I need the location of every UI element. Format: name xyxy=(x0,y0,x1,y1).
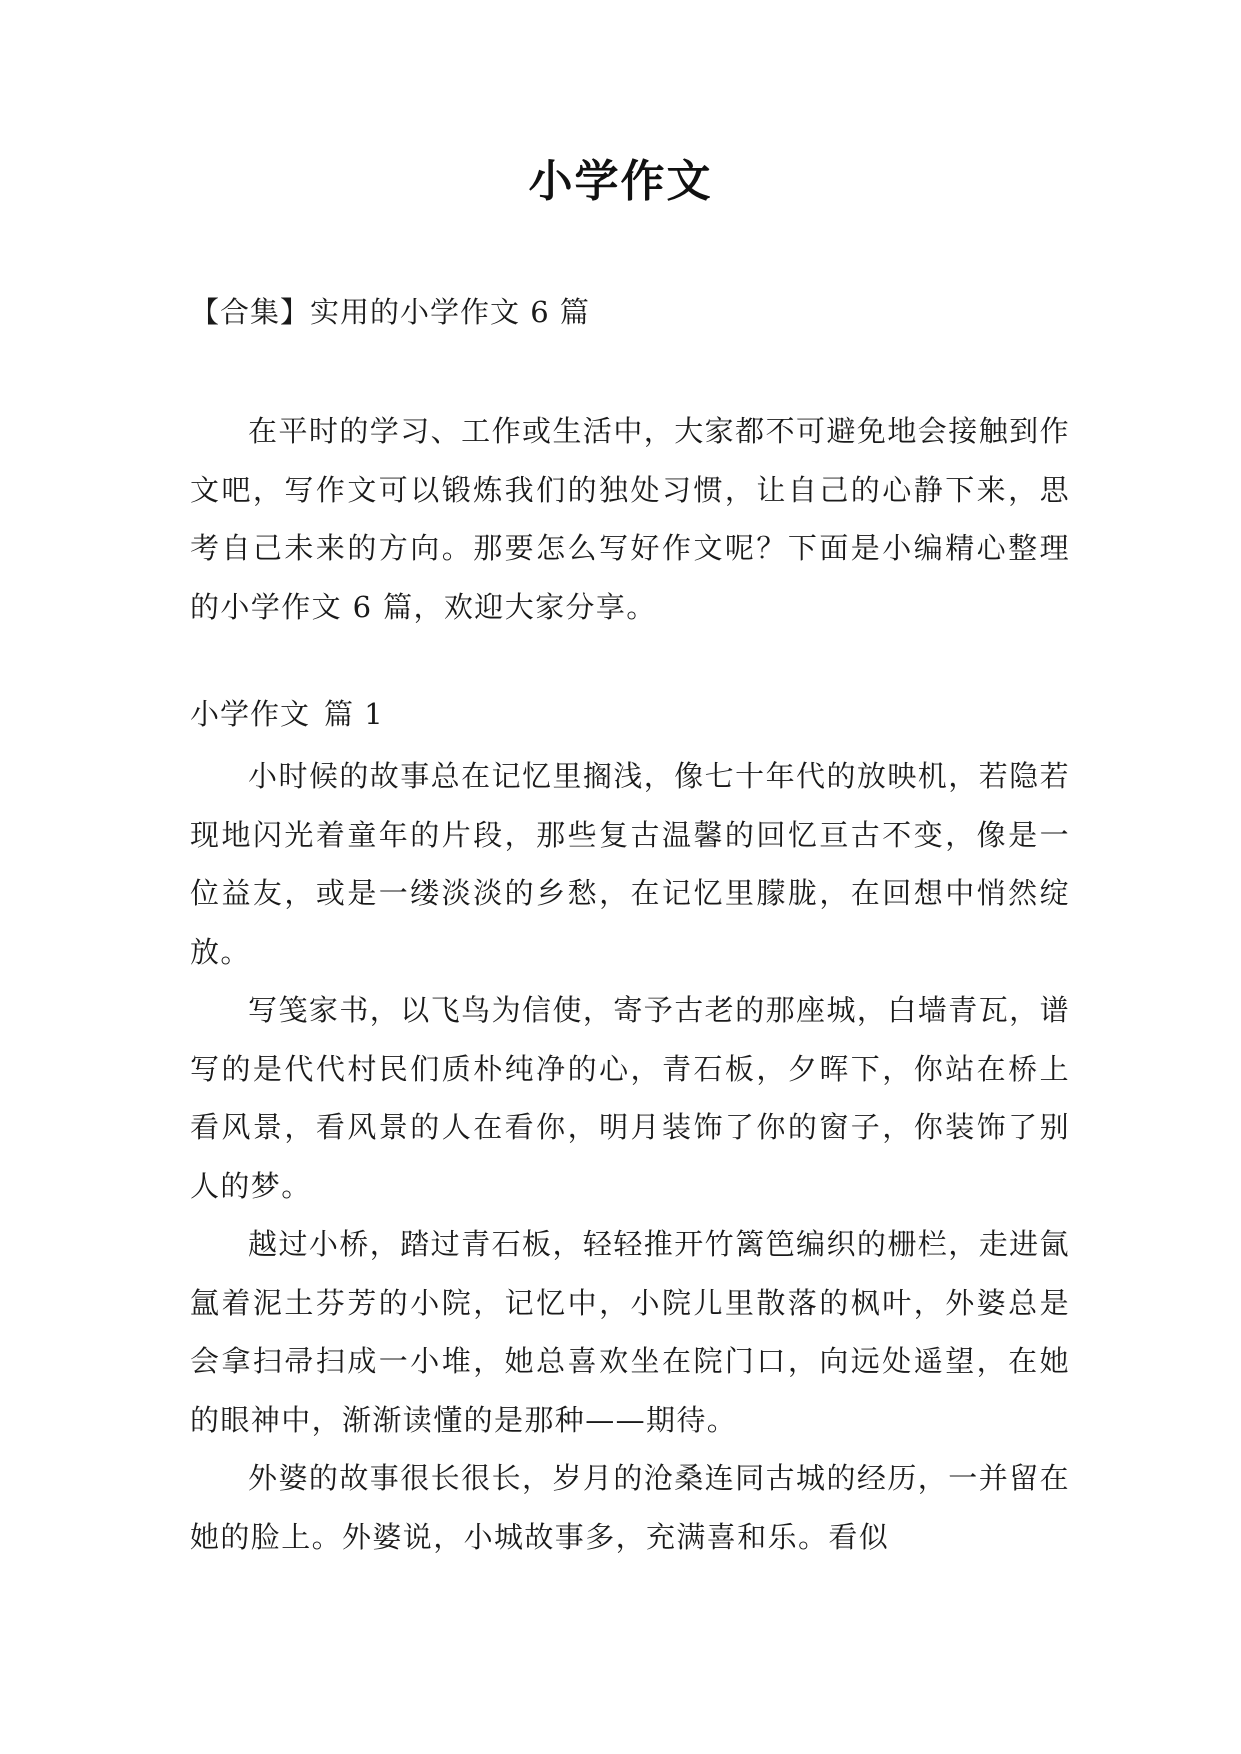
body-paragraph-4: 外婆的故事很长很长，岁月的沧桑连同古城的经历，一并留在她的脸上。外婆说，小城故事多，充满喜和乐。看似 xyxy=(190,1461,1070,1554)
document-title: 小学作文 xyxy=(528,156,713,207)
document-subtitle: 【合集】实用的小学作文 6 篇 xyxy=(190,295,590,329)
body-paragraph-1: 小时候的故事总在记忆里搁浅，像七十年代的放映机，若隐若现地闪光着童年的片段，那些复古温馨的回忆亘古不变，像是一位益友，或是一缕淡淡的乡愁，在记忆里朦胧，在回想中悄然绽放。 xyxy=(190,759,1070,969)
body-paragraph-2: 写笺家书，以飞鸟为信使，寄予古老的那座城，白墙青瓦，谱写的是代代村民们质朴纯净的心，青石板，夕晖下，你站在桥上看风景，看风景的人在看你，明月装饰了你的窗子，你装饰了别人的梦。 xyxy=(190,993,1070,1203)
section-heading-number: 篇 1 xyxy=(324,697,384,731)
section-heading xyxy=(190,694,384,734)
intro-paragraph: 在平时的学习、工作或生活中，大家都不可避免地会接触到作文吧，写作文可以锻炼我们的独处习惯，让自己的心静下来，思考自己未来的方向。那要怎么写好作文呢？下面是小编精心整理的小学作文 6 篇，欢迎大家分享。 xyxy=(190,414,1070,624)
body-paragraph-3: 越过小桥，踏过青石板，轻轻推开竹篱笆编织的栅栏，走进氤氲着泥土芬芳的小院，记忆中，小院儿里散落的枫叶，外婆总是会拿扫帚扫成一小堆，她总喜欢坐在院门口，向远处遥望，在她的眼神中，渐渐读懂的是那种——期待。 xyxy=(190,1227,1070,1437)
section-heading-label: 小学作文 xyxy=(190,697,311,731)
